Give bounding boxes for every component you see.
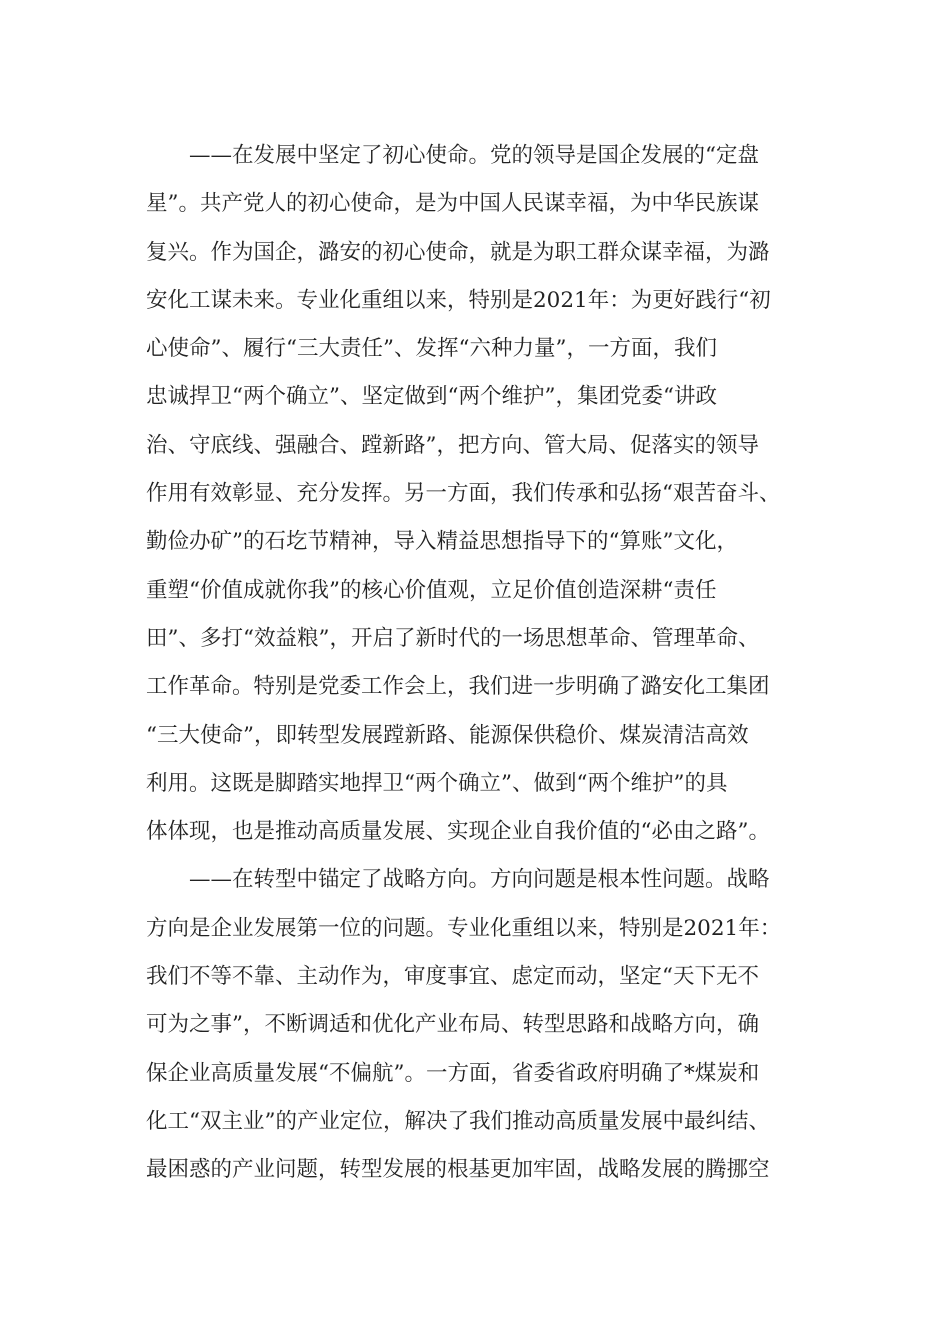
text-line: 忠诚捍卫“两个确立”、坚定做到“两个维护”，集团党委“讲政 <box>146 384 717 410</box>
text-line: 最困惑的产业问题，转型发展的根基更加牢固，战略发展的腾挪空 <box>146 1157 770 1183</box>
text-line: 复兴。作为国企，潞安的初心使命，就是为职工群众谋幸福，为潞 <box>146 239 770 265</box>
text-line: 工作革命。特别是党委工作会上，我们进一步明确了潞安化工集团 <box>146 674 770 700</box>
text-line: 方向是企业发展第一位的问题。专业化重组以来，特别是2021年： <box>146 915 782 941</box>
text-line: 重塑“价值成就你我”的核心价值观，立足价值创造深耕“责任 <box>146 577 717 603</box>
text-line: 安化工谋未来。专业化重组以来，特别是2021年：为更好践行“初 <box>146 287 771 313</box>
paragraph-1 <box>146 132 836 856</box>
text-line: 作用有效彰显、充分发挥。另一方面，我们传承和弘扬“艰苦奋斗、 <box>146 481 781 507</box>
text-line: 治、守底线、强融合、蹚新路”，把方向、管大局、促落实的领导 <box>146 432 759 458</box>
text-line: “三大使命”，即转型发展蹚新路、能源保供稳价、煤炭清洁高效 <box>146 722 749 748</box>
text-line: 体体现，也是推动高质量发展、实现企业自我价值的“必由之路”。 <box>146 819 770 845</box>
text-line: ——在转型中锚定了战略方向。方向问题是根本性问题。战略 <box>189 867 770 893</box>
text-line: 保企业高质量发展“不偏航”。一方面，省委省政府明确了*煤炭和 <box>146 1060 760 1086</box>
text-line: 田”、多打“效益粮”，开启了新时代的一场思想革命、管理革命、 <box>146 625 760 651</box>
text-line: 化工“双主业”的产业定位，解决了我们推动高质量发展中最纠结、 <box>146 1108 770 1134</box>
text-line: ——在发展中坚定了初心使命。党的领导是国企发展的“定盘 <box>189 143 759 168</box>
body-text <box>146 132 836 1195</box>
text-line: 星”。共产党人的初心使命，是为中国人民谋幸福，为中华民族谋 <box>146 191 759 217</box>
text-line: 勤俭办矿”的石圪节精神，导入精益思想指导下的“算账”文化， <box>146 529 738 555</box>
text-line: 我们不等不靠、主动作为，审度事宜、虑定而动，坚定“天下无不 <box>146 964 759 990</box>
paragraph-2 <box>146 856 836 1194</box>
text-line: 利用。这既是脚踏实地捍卫“两个确立”、做到“两个维护”的具 <box>146 770 728 796</box>
text-line: 心使命”、履行“三大责任”、发挥“六种力量”，一方面，我们 <box>146 336 717 362</box>
text-line: 可为之事”，不断调适和优化产业布局、转型思路和战略方向，确 <box>146 1012 759 1038</box>
